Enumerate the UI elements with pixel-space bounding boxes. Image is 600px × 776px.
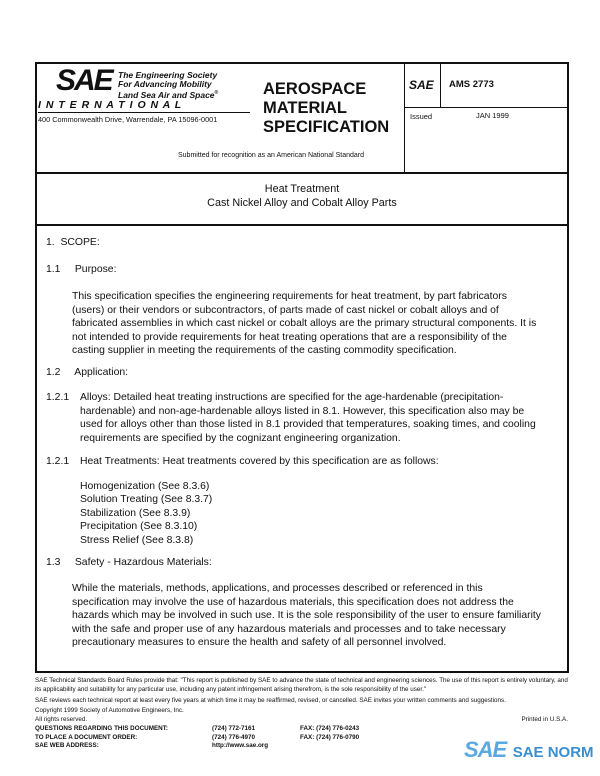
list-item: Solution Treating (See 8.3.7) bbox=[80, 494, 213, 506]
document-title bbox=[35, 183, 569, 210]
purpose-paragraph: This specification specifies the engineering requirements for heat treatment, by part fabricators (users) or their vendors or subcontractors, of parts made of cast nickel or cobalt alloys and of fabricated assemblies in which cast nickel or cobalt alloys are the primary structural components. It is not intended to provide requirements for heat treating operations that are a responsibility of the casting supplier in meeting the requirements of the casting commodity specification. bbox=[72, 291, 537, 356]
title-line: Cast Nickel Alloy and Cobalt Alloy Parts bbox=[207, 196, 397, 209]
international-label: I N T E R N A T I O N A L bbox=[38, 99, 183, 111]
section-1-1-heading: 1.1 Purpose: bbox=[46, 264, 117, 275]
logo-rule bbox=[38, 112, 250, 113]
policy-note: SAE Technical Standards Board Rules provide that: "This report is published by SAE to advance the state of technical and engineering sciences. The use of this report is entirely voluntary, and its applicability and suitability for any particular use, including any patent infringement arising therefrom, is the sole responsibility of the user." bbox=[35, 677, 568, 693]
divider bbox=[404, 107, 569, 108]
sae-small-logo: SAE bbox=[409, 78, 434, 92]
contact-phones bbox=[212, 725, 268, 751]
alloys-paragraph: Alloys: Detailed heat treating instructions are specified for the age-hardenable (precipitation-hardenable) and non-age-hardenable alloys listed in 8.1. However, this specification also may be used for alloys other than those listed in 8.1 provided that temperatures, soaking times, and cooling requirements are specified by the cognizant engineering organization. bbox=[80, 392, 536, 444]
section-number: 1.2.1 bbox=[46, 456, 70, 467]
sae-logo: SAE bbox=[56, 64, 112, 97]
sae-norm-watermark bbox=[464, 737, 594, 763]
tagline-line: For Advancing Mobility bbox=[118, 78, 212, 89]
watermark-logo: SAE bbox=[464, 737, 507, 762]
contact-phone: (724) 776-4970 bbox=[212, 733, 256, 741]
spec-title bbox=[263, 80, 389, 137]
spec-title-line: MATERIAL bbox=[263, 99, 348, 117]
divider bbox=[440, 62, 441, 107]
contact-label: TO PLACE A DOCUMENT ORDER: bbox=[35, 733, 138, 741]
list-item: Homogenization (See 8.3.6) bbox=[80, 481, 210, 492]
submitted-note: Submitted for recognition as an American National Standard bbox=[178, 152, 364, 159]
heat-treatment-list bbox=[80, 480, 212, 547]
rights-line: All rights reserved. bbox=[35, 715, 88, 723]
doc-number: AMS 2773 bbox=[449, 79, 494, 90]
section-1-3-heading: 1.3 Safety - Hazardous Materials: bbox=[46, 557, 212, 568]
title-line: Heat Treatment bbox=[264, 183, 340, 195]
list-item: Stress Relief (See 8.3.8) bbox=[80, 534, 194, 546]
watermark-text: SAE NORM bbox=[512, 744, 594, 761]
registered-mark: ® bbox=[214, 89, 219, 96]
list-item: Precipitation (See 8.3.10) bbox=[80, 521, 198, 533]
contact-label: SAE WEB ADDRESS: bbox=[35, 742, 99, 750]
spec-title-line: AEROSPACE bbox=[263, 80, 367, 98]
contact-faxes bbox=[300, 725, 359, 742]
section-1-2-heading: 1.2 Application: bbox=[46, 367, 129, 378]
list-item: Stabilization (See 8.3.9) bbox=[80, 507, 191, 519]
contact-fax: FAX: (724) 776-0243 bbox=[300, 725, 360, 732]
printed-note: Printed in U.S.A. bbox=[521, 716, 568, 723]
heat-treatments-paragraph: Heat Treatments: Heat treatments covered by this specification are as follows: bbox=[80, 456, 439, 467]
tagline-line: Land Sea Air and Space bbox=[118, 89, 215, 100]
section-1-heading: 1. SCOPE: bbox=[46, 237, 100, 248]
tagline-line: The Engineering Society bbox=[118, 70, 218, 80]
issued-date: JAN 1999 bbox=[476, 111, 509, 120]
contact-label: QUESTIONS REGARDING THIS DOCUMENT: bbox=[35, 725, 168, 732]
web-address[interactable]: http://www.sae.org bbox=[212, 742, 269, 750]
issued-label: Issued bbox=[410, 112, 433, 121]
safety-paragraph: While the materials, methods, applications, and processes described or referenced in this specification may involve the use of hazardous materials, this specification does not address the hazards which may be involved in such use. It is the sole responsibility of the user to ensure familiarity with the safe and proper use of any hazardous materials and processes and to take necessary precautionary measures to ensure the health and safety of all personnel involved. bbox=[72, 583, 541, 648]
section-number: 1.2.1 bbox=[46, 392, 70, 403]
contact-phone: (724) 772-7161 bbox=[212, 725, 256, 732]
copyright bbox=[35, 707, 184, 724]
contact-fax: FAX: (724) 776-0790 bbox=[300, 733, 360, 741]
review-note: SAE reviews each technical report at least every five years at which time it may be reaffirmed, revised, or cancelled. SAE invites your written comments and suggestions. bbox=[35, 697, 506, 704]
address: 400 Commonwealth Drive, Warrendale, PA 15096-0001 bbox=[38, 115, 218, 124]
divider bbox=[404, 62, 405, 174]
spec-title-line: SPECIFICATION bbox=[263, 118, 390, 136]
copyright-line: Copyright 1999 Society of Automotive Engineers, Inc. bbox=[35, 707, 184, 714]
contact-labels bbox=[35, 725, 168, 751]
society-tagline bbox=[118, 71, 218, 99]
